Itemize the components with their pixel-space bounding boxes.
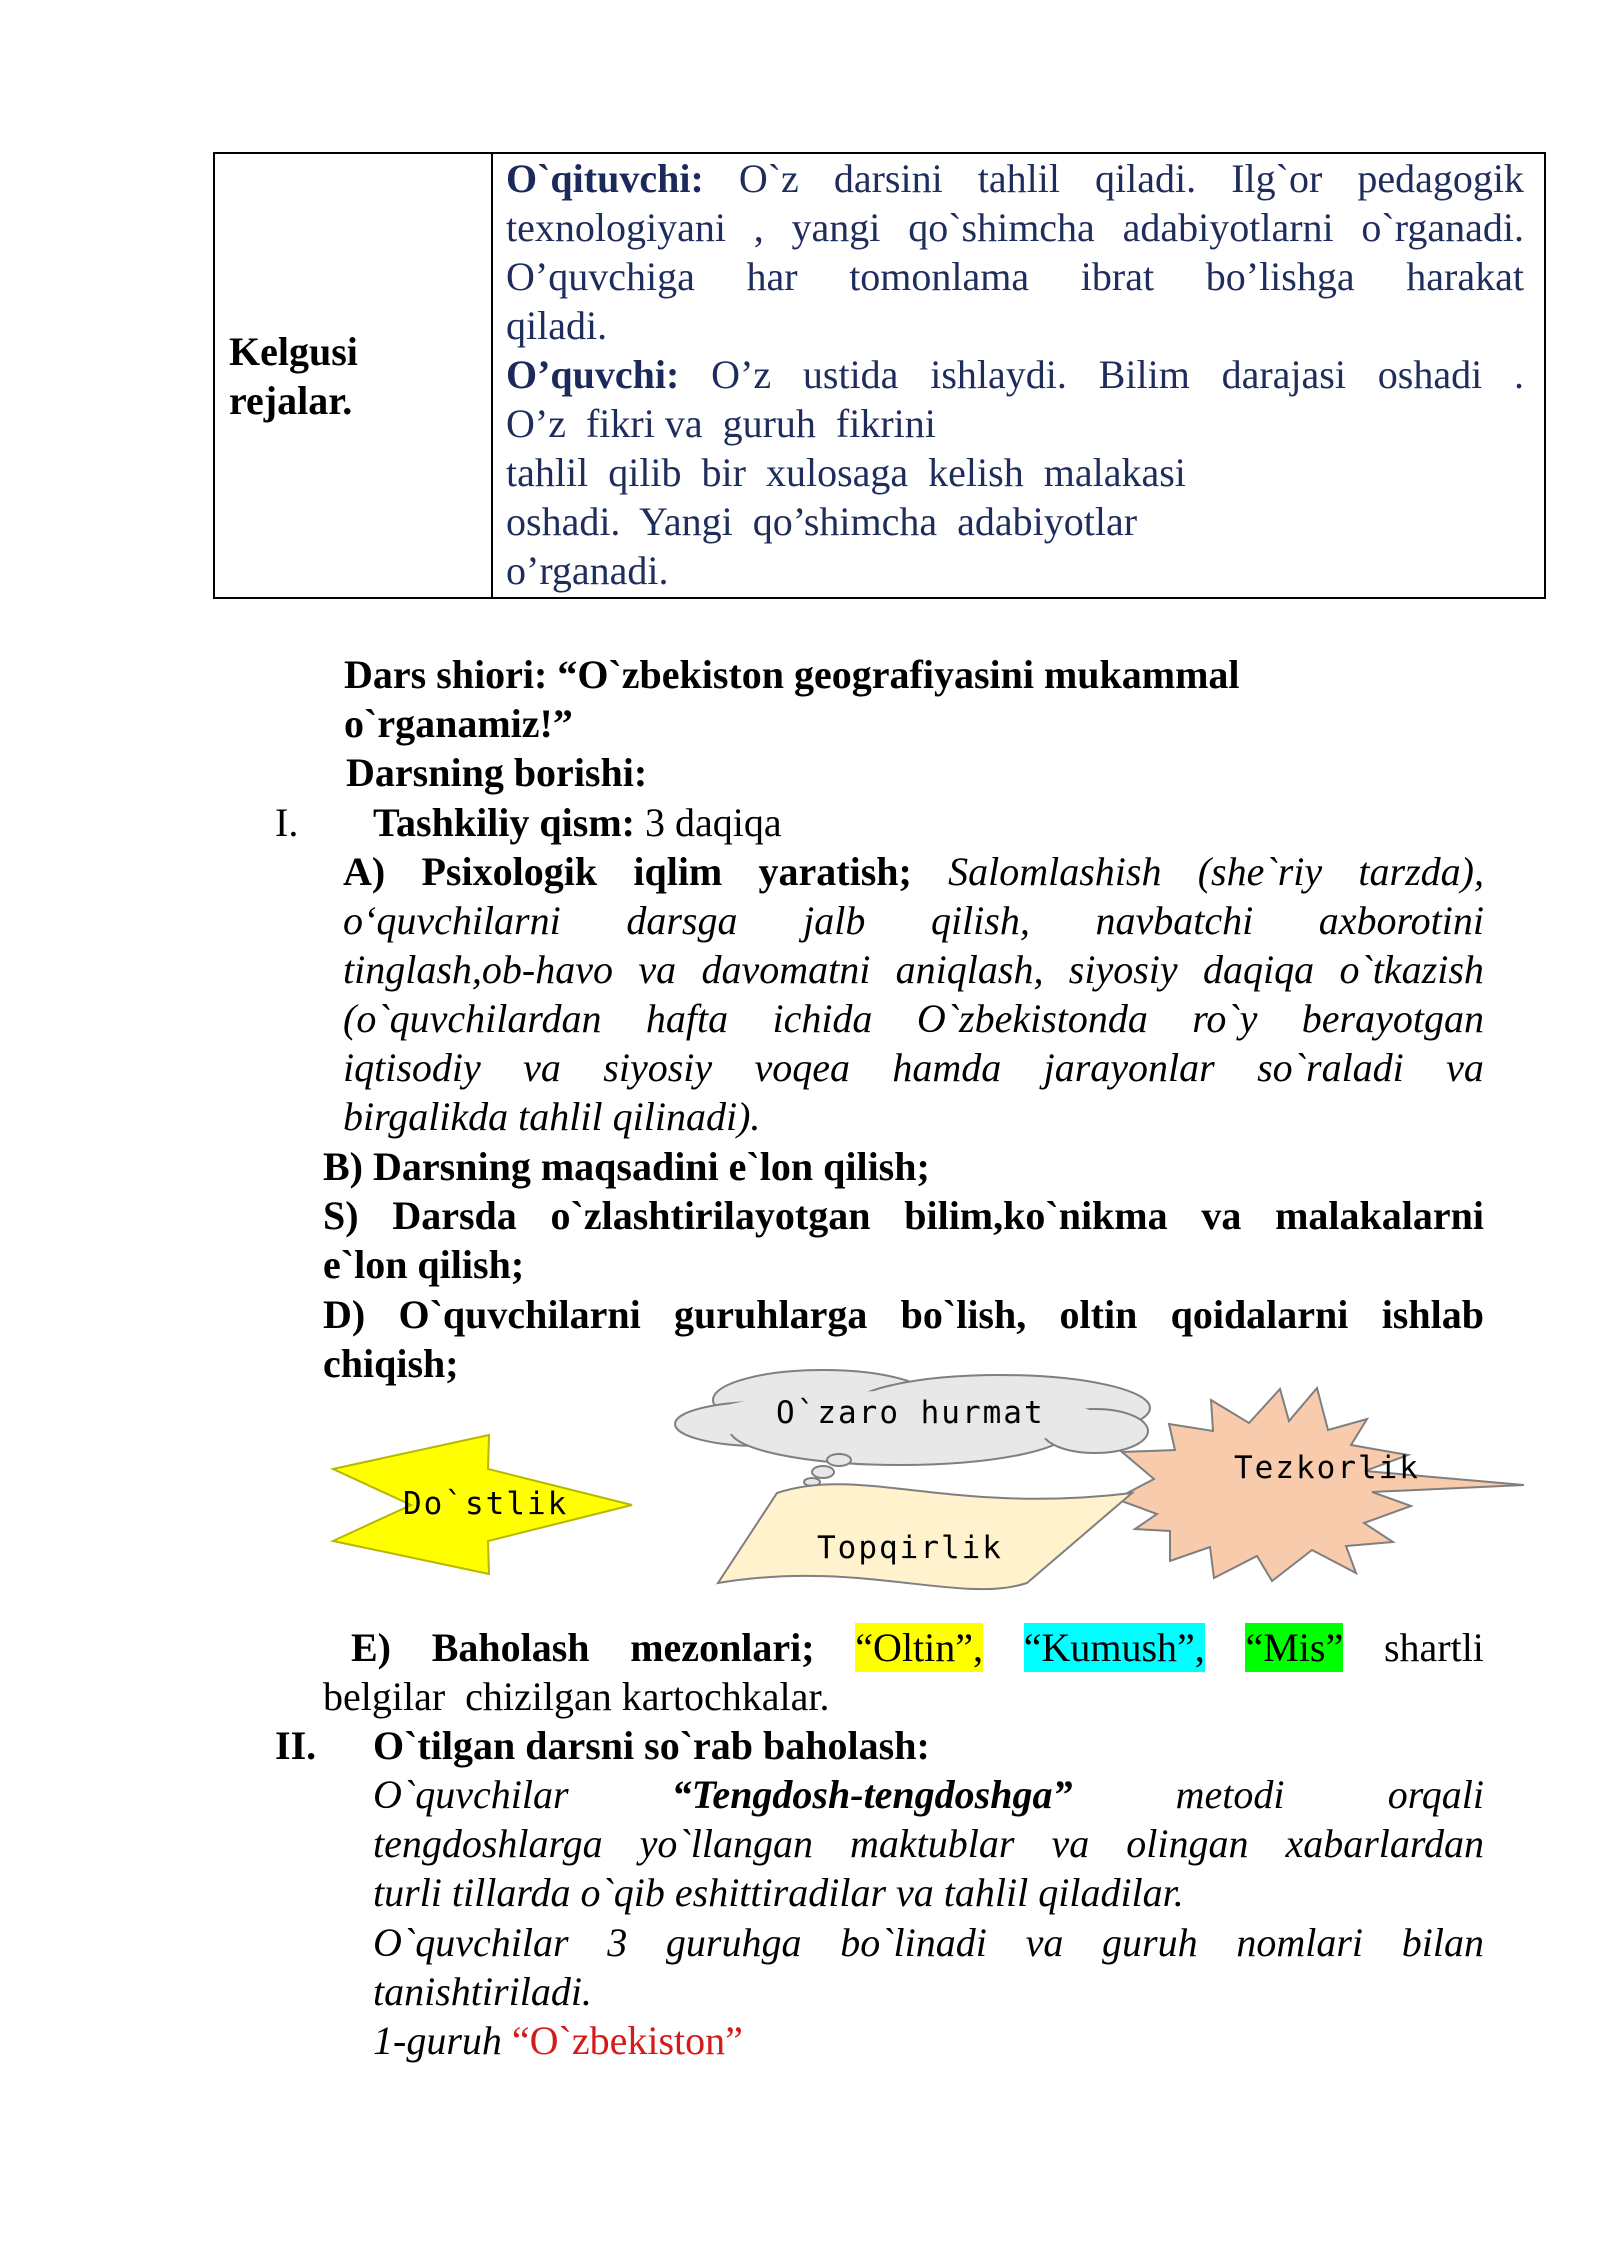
mis-badge: “Mis”	[1245, 1625, 1344, 1670]
row-label-cell	[214, 153, 492, 598]
word: ichida	[772, 996, 873, 1041]
word: daqiqa	[1203, 947, 1315, 992]
word: O`quvchilar	[373, 1920, 569, 1965]
s-item-line2: e`lon qilish;	[323, 1242, 525, 1287]
word: Bilim	[1098, 352, 1190, 397]
word: hafta	[645, 996, 729, 1041]
word: har	[746, 254, 798, 299]
word: metodi	[1175, 1772, 1285, 1817]
word: voqea	[754, 1045, 851, 1090]
shior-line1: Dars shiori: “O`zbekiston geografiyasini mukammal	[344, 652, 1240, 697]
word: Darsda	[392, 1193, 517, 1238]
word: Psixologik	[421, 849, 598, 894]
word: Baholash	[431, 1625, 590, 1670]
e-item-label: E)	[351, 1625, 391, 1670]
word: bo`linadi	[840, 1920, 987, 1965]
word: tahlil	[977, 156, 1060, 201]
word: darsini	[833, 156, 943, 201]
word: oltin	[1059, 1292, 1138, 1337]
word: S)	[323, 1193, 359, 1238]
word: navbatchi	[1095, 898, 1254, 943]
word: tarzda),	[1358, 849, 1484, 894]
word: iqlim	[633, 849, 723, 894]
word: bilim,ko`nikma	[904, 1193, 1168, 1238]
word: mezonlari;	[630, 1625, 815, 1670]
word: ,	[753, 205, 764, 250]
wave-label: Topqirlik	[817, 1530, 1003, 1566]
table-line-8: oshadi. Yangi qo’shimcha adabiyotlar	[506, 499, 1138, 544]
word: o`zlashtirilayotgan	[550, 1193, 871, 1238]
borishi-heading: Darsning borishi:	[346, 750, 648, 795]
word: axborotini	[1318, 898, 1484, 943]
a-item-line4	[343, 994, 1484, 1043]
star-label: Do`stlik	[403, 1486, 569, 1522]
word: yangi	[791, 205, 881, 250]
table-line-5	[506, 350, 1524, 399]
word: malakalarni	[1275, 1193, 1484, 1238]
section2-title: O`tilgan darsni so`rab baholash:	[373, 1723, 930, 1768]
word: aniqlash,	[895, 947, 1044, 992]
word: nomlari	[1236, 1920, 1364, 1965]
table-line-3	[506, 252, 1524, 301]
word: adabiyotlarni	[1122, 205, 1334, 250]
word: siyosiy	[603, 1045, 713, 1090]
kumush-badge: “Kumush”,	[1023, 1625, 1205, 1670]
word: ishlab	[1381, 1292, 1484, 1337]
word: ibrat	[1080, 254, 1155, 299]
table-line-1	[506, 154, 1524, 203]
word: darajasi	[1221, 352, 1346, 397]
word: D)	[323, 1292, 366, 1337]
group-label: 1-guruh	[373, 2018, 502, 2063]
group-name: “O`zbekiston”	[511, 2018, 743, 2063]
a-item-line1	[343, 847, 1484, 896]
word: yaratish;	[758, 849, 912, 894]
word: darsga	[626, 898, 738, 943]
word: O`quvchilarni	[398, 1292, 641, 1337]
table-line-7: tahlil qilib bir xulosaga kelish malakasi	[506, 450, 1186, 495]
a-item-line5	[343, 1043, 1484, 1092]
section2-p2-line1	[373, 1918, 1484, 1967]
word: davomatni	[701, 947, 871, 992]
word: bilan	[1401, 1920, 1484, 1965]
word: yo`llangan	[639, 1821, 813, 1866]
word: qo`shimcha	[908, 205, 1095, 250]
section1-heading	[373, 798, 782, 847]
student-label: O’quvchi:	[506, 352, 680, 397]
word: va	[638, 947, 677, 992]
row-label-line1: Kelgusi	[229, 328, 358, 374]
a-item-line2	[343, 896, 1484, 945]
word: jarayonlar	[1043, 1045, 1215, 1090]
word: o‘quvchilarni	[343, 898, 561, 943]
word: xabarlardan	[1285, 1821, 1484, 1866]
word: bo`lish,	[900, 1292, 1027, 1337]
b-item: B) Darsning maqsadini e`lon qilish;	[323, 1144, 930, 1189]
section2-numeral: II.	[275, 1723, 317, 1768]
word: tomonlama	[849, 254, 1030, 299]
table-line-2	[506, 203, 1524, 252]
word: siyosiy	[1068, 947, 1178, 992]
word: Salomlashish	[948, 849, 1162, 894]
word: guruh	[1102, 1920, 1198, 1965]
e-item-line1	[351, 1623, 1484, 1672]
word: hamda	[892, 1045, 1002, 1090]
word: olingan	[1126, 1821, 1249, 1866]
word: O`z	[738, 156, 799, 201]
word: so`raladi	[1257, 1045, 1404, 1090]
row-label-line2: rejalar.	[229, 377, 353, 423]
plan-content-cell	[492, 153, 1545, 598]
section1-time: 3 daqiqa	[634, 800, 782, 845]
word: ro`y	[1192, 996, 1258, 1041]
word: qilish,	[930, 898, 1030, 943]
word: orqali	[1387, 1772, 1484, 1817]
word: (she`riy	[1197, 849, 1323, 894]
e-item-line2: belgilar chizilgan kartochkalar.	[323, 1674, 830, 1719]
section1-numeral: I.	[275, 800, 299, 845]
word: jalb	[803, 898, 866, 943]
table-line-9: o’rganadi.	[506, 548, 669, 593]
section2-p2-line2: tanishtiriladi.	[373, 1969, 592, 2014]
word: va	[1446, 1045, 1484, 1090]
word: va	[1201, 1193, 1242, 1238]
d-item-line1	[323, 1290, 1484, 1339]
word: maktublar	[849, 1821, 1015, 1866]
word: o`rganadi.	[1361, 205, 1524, 250]
word: O’quvchiga	[506, 254, 695, 299]
a-item-line6: birgalikda tahlil qilinadi).	[343, 1094, 761, 1139]
word: va	[1025, 1920, 1064, 1965]
a-item-label: A)	[343, 849, 386, 894]
method-name: “Tengdosh-tengdoshga”	[671, 1772, 1073, 1817]
word: va	[1051, 1821, 1090, 1866]
oltin-badge: “Oltin”,	[855, 1625, 984, 1670]
word: harakat	[1406, 254, 1524, 299]
word: texnologiyani	[506, 205, 726, 250]
table-line-4: qiladi.	[506, 303, 608, 348]
word: bo’lishga	[1205, 254, 1355, 299]
d-item-line2: chiqish;	[323, 1341, 459, 1386]
word: (o`quvchilardan	[343, 996, 602, 1041]
shior-line2: o`rganamiz!”	[344, 701, 573, 746]
word: O’z	[711, 352, 772, 397]
teacher-label: O`qituvchi:	[506, 156, 704, 201]
word: qiladi.	[1095, 156, 1197, 201]
word: Ilg`or	[1231, 156, 1323, 201]
word: O`quvchilar	[373, 1772, 569, 1817]
word: shartli	[1383, 1625, 1484, 1670]
section2-p1-line3: turli tillarda o`qib eshittiradilar va tahlil qiladilar.	[373, 1870, 1184, 1915]
word: iqtisodiy	[343, 1045, 481, 1090]
word: qoidalarni	[1170, 1292, 1349, 1337]
a-item-line3	[343, 945, 1484, 994]
plan-table	[213, 152, 1546, 599]
word: guruhlarga	[674, 1292, 868, 1337]
cloud-label: O`zaro hurmat	[776, 1395, 1045, 1431]
word: berayotgan	[1301, 996, 1484, 1041]
word: o`tkazish	[1339, 947, 1484, 992]
section2-p1-line1	[373, 1770, 1484, 1819]
s-item-line1	[323, 1191, 1484, 1240]
word: oshadi	[1377, 352, 1483, 397]
section2-p1-line2	[373, 1819, 1484, 1868]
group-1-line	[373, 2016, 743, 2065]
word: 3	[607, 1920, 628, 1965]
word: tengdoshlarga	[373, 1821, 603, 1866]
word: guruhga	[665, 1920, 802, 1965]
word: tinglash,ob-havo	[343, 947, 613, 992]
word: ustida	[802, 352, 899, 397]
word: pedagogik	[1357, 156, 1524, 201]
burst-label: Tezkorlik	[1234, 1450, 1420, 1486]
word: ishlaydi.	[930, 352, 1067, 397]
word: va	[523, 1045, 561, 1090]
table-line-6: O’z fikri va guruh fikrini	[506, 401, 936, 446]
word: O`zbekistonda	[916, 996, 1148, 1041]
word: .	[1513, 352, 1524, 397]
section1-title: Tashkiliy qism:	[373, 800, 635, 845]
